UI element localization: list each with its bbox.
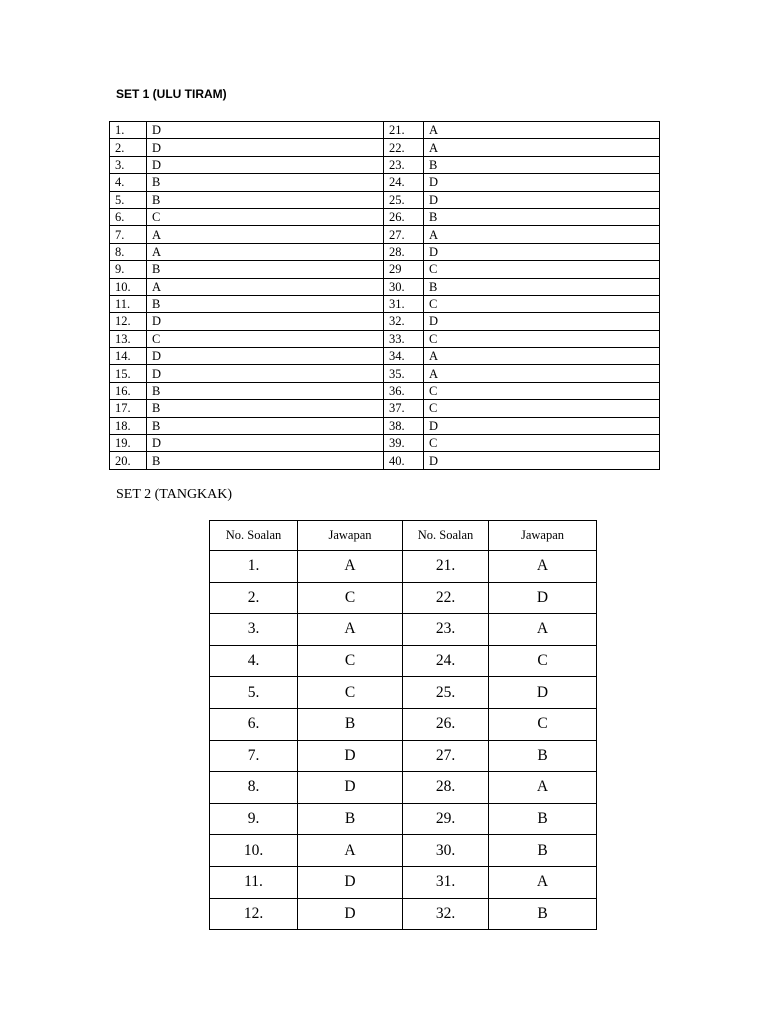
question-number: 10.: [110, 278, 147, 295]
question-number: 30.: [403, 835, 489, 867]
question-number: 22.: [384, 139, 424, 156]
set2-header-answer: Jawapan: [298, 521, 403, 551]
table-row: [210, 551, 597, 583]
question-number: 35.: [384, 365, 424, 382]
answer: B: [147, 174, 384, 191]
question-number: 26.: [384, 208, 424, 225]
question-number: 6.: [210, 708, 298, 740]
answer: B: [147, 382, 384, 399]
table-row: [210, 645, 597, 677]
question-number: 38.: [384, 417, 424, 434]
question-number: 8.: [110, 243, 147, 260]
answer: D: [424, 191, 660, 208]
question-number: 24.: [403, 645, 489, 677]
table-row: [210, 898, 597, 930]
question-number: 4.: [210, 645, 298, 677]
question-number: 21.: [403, 551, 489, 583]
question-number: 11.: [110, 295, 147, 312]
answer: C: [489, 645, 597, 677]
question-number: 1.: [110, 122, 147, 139]
table-row: [110, 174, 660, 191]
table-row: [110, 348, 660, 365]
answer: C: [147, 330, 384, 347]
table-row: [210, 740, 597, 772]
question-number: 23.: [384, 156, 424, 173]
question-number: 37.: [384, 400, 424, 417]
question-number: 30.: [384, 278, 424, 295]
answer: A: [489, 772, 597, 804]
question-number: 34.: [384, 348, 424, 365]
answer: A: [424, 122, 660, 139]
answer: B: [489, 835, 597, 867]
table-row: [110, 435, 660, 452]
answer: D: [147, 156, 384, 173]
table-row: [210, 835, 597, 867]
answer: B: [424, 278, 660, 295]
answer: B: [489, 898, 597, 930]
answer: D: [424, 243, 660, 260]
answer: D: [424, 452, 660, 469]
question-number: 17.: [110, 400, 147, 417]
answer: B: [147, 400, 384, 417]
question-number: 9.: [210, 803, 298, 835]
answer: C: [147, 208, 384, 225]
question-number: 5.: [210, 677, 298, 709]
set1-title: SET 1 (ULU TIRAM): [116, 87, 227, 101]
table-row: [210, 772, 597, 804]
question-number: 2.: [210, 582, 298, 614]
answer: C: [424, 261, 660, 278]
set2-header-question-no: No. Soalan: [403, 521, 489, 551]
answer: A: [489, 614, 597, 646]
answer: D: [298, 898, 403, 930]
answer: A: [298, 835, 403, 867]
question-number: 24.: [384, 174, 424, 191]
question-number: 8.: [210, 772, 298, 804]
table-row: [110, 313, 660, 330]
table-row: [210, 614, 597, 646]
table-row: [210, 803, 597, 835]
answer: C: [424, 295, 660, 312]
set2-answer-table: [209, 520, 597, 930]
answer: C: [424, 435, 660, 452]
table-row: [110, 295, 660, 312]
question-number: 27.: [384, 226, 424, 243]
answer: D: [147, 435, 384, 452]
question-number: 22.: [403, 582, 489, 614]
table-row: [110, 208, 660, 225]
question-number: 16.: [110, 382, 147, 399]
set2-header-row: [210, 521, 597, 551]
answer: C: [298, 677, 403, 709]
answer: A: [489, 551, 597, 583]
question-number: 32.: [384, 313, 424, 330]
set2-table-body: [210, 551, 597, 930]
answer: A: [424, 226, 660, 243]
question-number: 25.: [384, 191, 424, 208]
question-number: 28.: [403, 772, 489, 804]
answer: D: [298, 772, 403, 804]
answer: B: [298, 803, 403, 835]
answer: A: [147, 243, 384, 260]
set2-header-answer: Jawapan: [489, 521, 597, 551]
answer: B: [147, 295, 384, 312]
question-number: 31.: [403, 866, 489, 898]
table-row: [110, 382, 660, 399]
answer: D: [424, 313, 660, 330]
answer: B: [147, 452, 384, 469]
question-number: 6.: [110, 208, 147, 225]
answer: D: [489, 582, 597, 614]
table-row: [210, 582, 597, 614]
question-number: 7.: [210, 740, 298, 772]
table-row: [210, 677, 597, 709]
answer: A: [424, 365, 660, 382]
table-row: [110, 226, 660, 243]
question-number: 4.: [110, 174, 147, 191]
answer: D: [489, 677, 597, 709]
question-number: 20.: [110, 452, 147, 469]
question-number: 31.: [384, 295, 424, 312]
answer: D: [147, 365, 384, 382]
table-row: [110, 365, 660, 382]
question-number: 29: [384, 261, 424, 278]
question-number: 15.: [110, 365, 147, 382]
table-row: [110, 452, 660, 469]
answer: A: [424, 348, 660, 365]
question-number: 10.: [210, 835, 298, 867]
table-row: [210, 708, 597, 740]
question-number: 3.: [210, 614, 298, 646]
table-row: [110, 243, 660, 260]
table-row: [110, 139, 660, 156]
answer: D: [147, 122, 384, 139]
question-number: 18.: [110, 417, 147, 434]
answer: C: [424, 382, 660, 399]
question-number: 39.: [384, 435, 424, 452]
question-number: 36.: [384, 382, 424, 399]
table-row: [110, 156, 660, 173]
set2-header-question-no: No. Soalan: [210, 521, 298, 551]
question-number: 13.: [110, 330, 147, 347]
set1-table-body: [110, 122, 660, 470]
answer: B: [424, 156, 660, 173]
answer: B: [147, 417, 384, 434]
answer: B: [147, 261, 384, 278]
question-number: 1.: [210, 551, 298, 583]
question-number: 12.: [210, 898, 298, 930]
set1-answer-table: [109, 121, 660, 470]
answer: B: [424, 208, 660, 225]
answer: C: [489, 708, 597, 740]
answer: C: [424, 400, 660, 417]
question-number: 9.: [110, 261, 147, 278]
question-number: 11.: [210, 866, 298, 898]
answer: D: [298, 740, 403, 772]
answer: C: [298, 582, 403, 614]
table-row: [210, 866, 597, 898]
question-number: 21.: [384, 122, 424, 139]
question-number: 40.: [384, 452, 424, 469]
answer: B: [489, 803, 597, 835]
answer: B: [298, 708, 403, 740]
table-row: [110, 191, 660, 208]
question-number: 25.: [403, 677, 489, 709]
answer: B: [489, 740, 597, 772]
question-number: 14.: [110, 348, 147, 365]
answer: D: [147, 139, 384, 156]
question-number: 19.: [110, 435, 147, 452]
answer: B: [147, 191, 384, 208]
table-row: [110, 400, 660, 417]
question-number: 12.: [110, 313, 147, 330]
table-row: [110, 417, 660, 434]
table-row: [110, 122, 660, 139]
answer: D: [424, 174, 660, 191]
answer: D: [147, 313, 384, 330]
answer: A: [424, 139, 660, 156]
question-number: 3.: [110, 156, 147, 173]
set2-title: SET 2 (TANGKAK): [116, 487, 233, 502]
question-number: 26.: [403, 708, 489, 740]
answer: A: [298, 614, 403, 646]
table-row: [110, 330, 660, 347]
question-number: 28.: [384, 243, 424, 260]
question-number: 29.: [403, 803, 489, 835]
question-number: 23.: [403, 614, 489, 646]
question-number: 2.: [110, 139, 147, 156]
answer: A: [147, 226, 384, 243]
question-number: 33.: [384, 330, 424, 347]
question-number: 32.: [403, 898, 489, 930]
question-number: 5.: [110, 191, 147, 208]
question-number: 27.: [403, 740, 489, 772]
answer: D: [424, 417, 660, 434]
answer: A: [298, 551, 403, 583]
answer: D: [147, 348, 384, 365]
answer: A: [489, 866, 597, 898]
answer: C: [424, 330, 660, 347]
answer: D: [298, 866, 403, 898]
answer: A: [147, 278, 384, 295]
answer: C: [298, 645, 403, 677]
question-number: 7.: [110, 226, 147, 243]
table-row: [110, 261, 660, 278]
table-row: [110, 278, 660, 295]
